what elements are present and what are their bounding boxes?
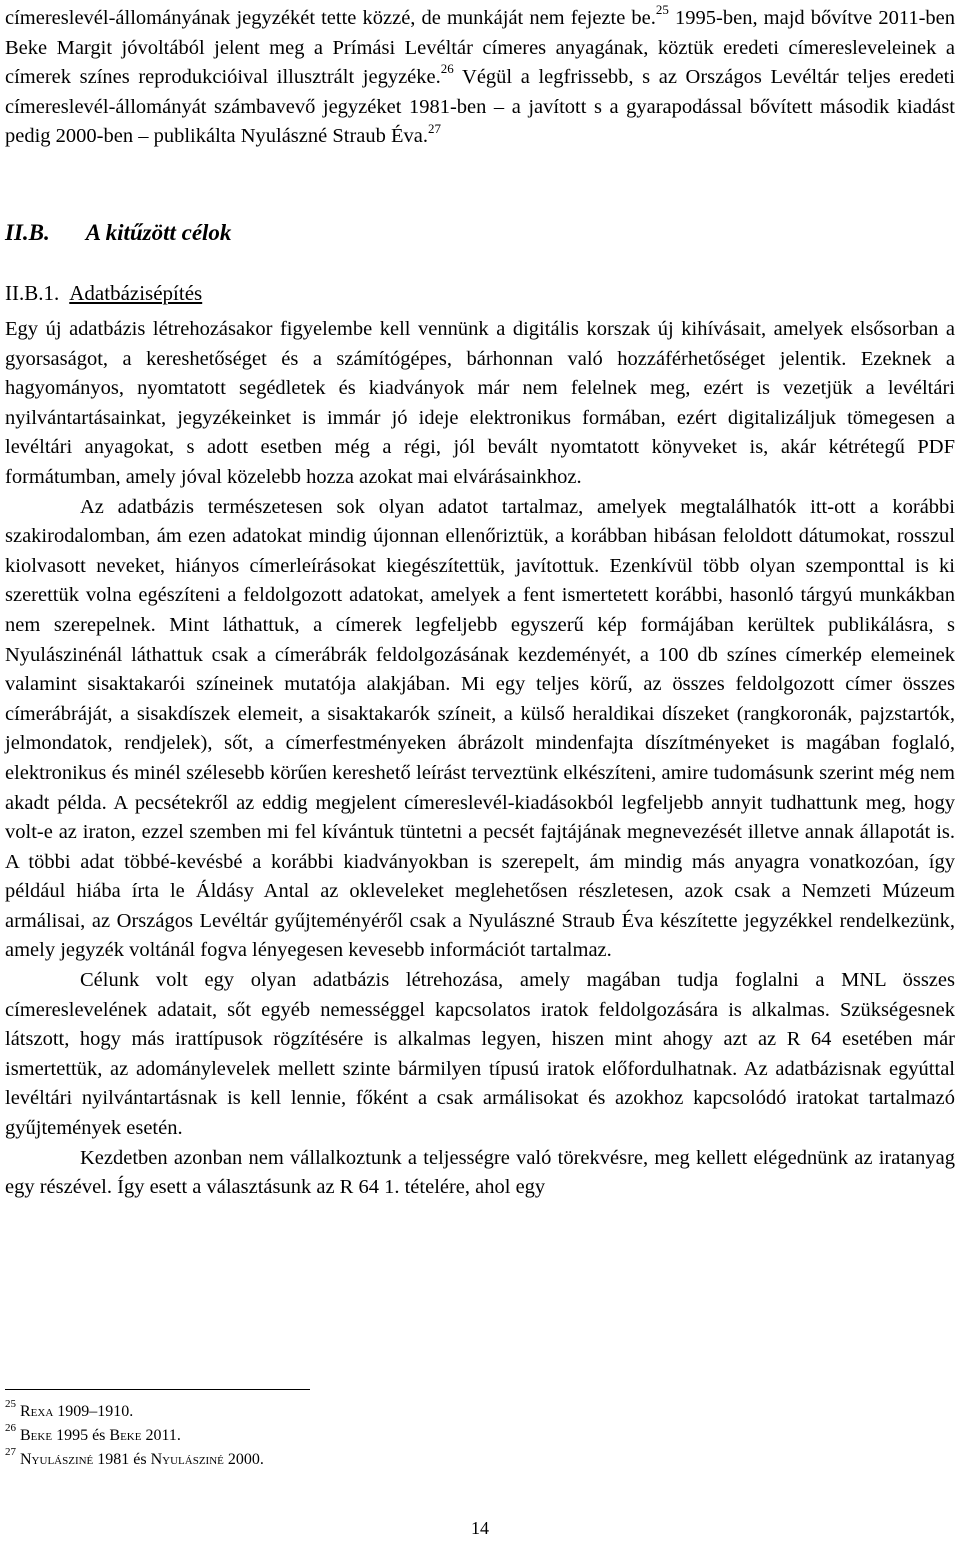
paragraph-2: Az adatbázis természetesen sok olyan adatot tartalmaz, amelyek megtalálhatók itt-ott a korábbi szakirodalomban, ám ezen adatokat mindig újonnan ellenőriztük, a korábban hibásan feloldott dátumokat, rosszul kiolvasott neveket, hiányos címerleírásokat kiegészítettük, javítottuk. Ezenkívül több olyan szemponttal is ki szerettük volna egészíteni a feldolgozott adatokat, amelyek a fent ismertetett korábbi, hasonló tárgyú munkákban nem szerepelnek. Mint láthattuk, a címerek legfeljebb egyszerű kép formájában kerültek publikálásra, s Nyulászinénál láthattuk csak a címerábrák feldolgozásának kezdeményét, a 100 db színes címerkép elemeinek valamint sisaktakarói színeinek mutatója alakjában. Mi egy teljes körű, az összes feldolgozott címer összes címerábráját, a sisakdíszek elemeit, a sisaktakarók színeit, a külső heraldikai díszeket (rangkoronák, pajzstartók, jelmondatok, rendjelek), sőt, a címerfestményeken ábrázolt mindenfajta díszítményeket is magában foglaló, elektronikus és minél szélesebb körűen kereshető leírást terveztünk elkészíteni, amire tudomásunk szerint még nem akadt példa. A pecsétekről az eddig megjelent címereslevél-kiadásokból legfeljebb annyit tudhattunk meg, hogy volt-e az iraton, ezzel szemben mi fel kívántuk tüntetni a pecsét fajtájának megnevezését illetve annak állapotát is. A többi adat többé-kevésbé a korábbi kiadványokban is szerepelt, ám mindig más anyagra vonatkozóan, így például hiába írta le Áldásy Antal az okleveleket meglehetősen részletesen, azok csak a Nemzeti Múzeum armálisai, az Országos Levéltár gyűjteményéről csak a Nyulászné Straub Éva készítette jegyzékkel rendelkezünk, amely jegyzék voltánál fogva lényegesen kevesebb információt tartalmaz. (5, 495, 955, 962)
subsection-heading (5, 281, 202, 306)
footnote-26: $^{26}$ Beke 1995 és Beke 2011. (5, 1421, 181, 1444)
intro-text-3: Végül a legfrissebb, s az Országos Levéltár teljes eredeti címereslevél-állományát számbavevő jegyzéket 1981-ben – a javított s a gyarapodással bővített második kiadást pedig 2000-ben – publikálta Nyulászné Straub Éva. (5, 66, 955, 148)
page-number: 14 (471, 1518, 489, 1538)
footnote-ref-25[interactable]: 25 (655, 2, 669, 18)
body-text (5, 315, 955, 1203)
footnote-25: $^{25}$ Rexa 1909–1910. (5, 1397, 134, 1420)
intro-paragraph (5, 4, 955, 152)
intro-text-2: 1995-ben, majd bővítve 2011-ben Beke Margit jóvoltából jelent meg a Prímási Levéltár címeres anyagának, köztük eredeti címeresleveleinek a címerek színes reprodukcióival illusztrált jegyzéke. (5, 7, 955, 89)
section-number: II.B. (5, 220, 50, 245)
paragraph-1: Egy új adatbázis létrehozásakor figyelembe kell vennünk a digitális korszak új kihívásait, amelyek elsősorban a gyorsaságot, a kereshetőséget és a számítógépes, bárhonnan való hozzáférhetőséget jelentik. Ezeknek a hagyományos, nyomtatott segédletek és kiadványok már nem felelnek meg, ezért is vezetjük a levéltári nyilvántartásainkat, jegyzékeinket is immár jó ideje elektronikus formában, ezért digitalizáljuk tömegesen a levéltári anyagokat, s adott esetben még a régi, jól bevált nyomtatott könyveket is, akár kétrétegű PDF formátumban, amely jóval közelebb hozza azokat mai elvárásainkhoz. (5, 318, 955, 488)
section-heading (5, 220, 231, 246)
subsection-title: Adatbázisépítés (69, 281, 203, 305)
footnote-ref-27[interactable]: 27 (428, 120, 441, 136)
footnotes (5, 1397, 264, 1472)
paragraph-3: Célunk volt egy olyan adatbázis létrehozása, amely magában tudja foglalni a MNL összes címereslevelének adatait, sőt egyéb nemességgel kapcsolatos iratok feldolgozására is alkalmas. Szükségesnek látszott, hogy más irattípusok rögzítésére is alkalmas legyen, hiszen mint ahogy azt az R 64 esetében már ismertettük, az adománylevelek mellett szinte bármilyen típusú iratok előfordulhatnak. Az adatbázisnak egyúttal levéltári nyilvántartásnak is kell lennie, főként a csak armálisokat és azokhoz kapcsolódó iratokat tartalmazó gyűjtemények esetén. (5, 969, 955, 1140)
footnote-ref-26[interactable]: 26 (440, 61, 454, 77)
intro-text-1: címereslevél-állományának jegyzékét tette közzé, de munkáját nem fejezte be. (5, 7, 656, 29)
section-title: A kitűzött célok (85, 220, 232, 245)
paragraph-4: Kezdetben azonban nem vállalkoztunk a teljességre való törekvésre, meg kellett elégednünk az iratanyag egy részével. Így esett a választásunk az R 64 1. tételére, ahol egy (5, 1146, 955, 1199)
subsection-number: II.B.1. (5, 281, 60, 305)
footnote-27: $^{27}$ Nyulásziné 1981 és Nyulásziné 2000. (5, 1445, 264, 1468)
footnote-separator (5, 1389, 310, 1390)
